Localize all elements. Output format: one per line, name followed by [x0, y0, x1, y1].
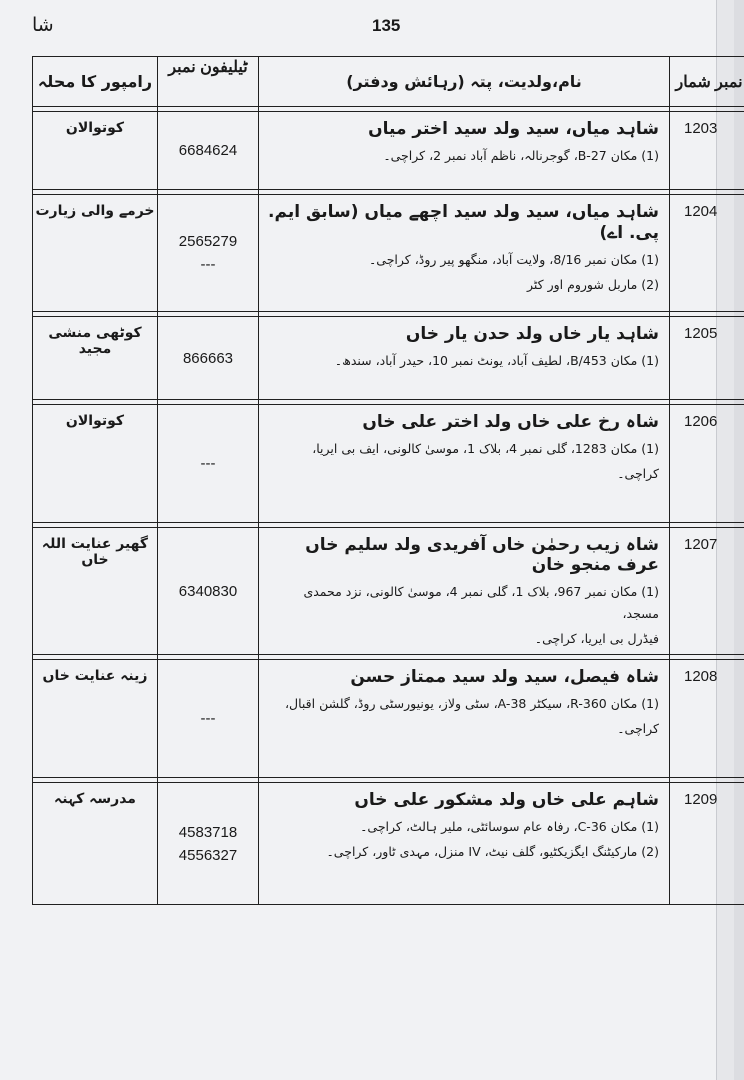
- address-line: فیڈرل بی ایریا، کراچی۔: [534, 631, 659, 646]
- mohalla-cell: کوتوالان: [33, 405, 158, 523]
- table-row: [33, 405, 744, 523]
- entry-name: شاہ فیصل، سید ولد سید ممتاز حسن: [350, 667, 659, 687]
- entry-name: شاہد میاں، سید ولد سید اختر میاں: [368, 119, 659, 139]
- name-address-cell: [259, 660, 670, 778]
- mohalla-cell: گھیر عنایت اللہ خاں: [33, 528, 158, 655]
- address-line: (2) مارکیٹنگ ایگزیکٹیو، گلف نیٹ، IV منزل، مہدی ٹاور، کراچی۔: [326, 844, 659, 859]
- phone-cell: [158, 195, 259, 312]
- name-address-cell: [259, 405, 670, 523]
- mohalla-cell: کوٹھی منشی مجید: [33, 317, 158, 400]
- phone-number: 2565279: [178, 233, 238, 250]
- mohalla-cell: کوتوالان: [33, 112, 158, 190]
- serial-number: 1206: [670, 405, 744, 523]
- phone-cell: [158, 783, 259, 905]
- header-row: [33, 57, 744, 107]
- phone-number: ---: [200, 455, 216, 472]
- corner-mark: شا: [32, 14, 54, 36]
- serial-number: 1204: [670, 195, 744, 312]
- name-address-cell: [259, 112, 670, 190]
- address-line: (1) مکان 1283، گلی نمبر 4، بلاک 1، موسیٰ کالونی، ایف بی ایریا،: [312, 441, 659, 456]
- phone-number: 866663: [182, 349, 234, 367]
- header-serial: نمبر شمار: [670, 57, 744, 107]
- address-line: (1) مکان B-27، گوجرنالہ، ناظم آباد نمبر 2، کراچی۔: [383, 148, 659, 163]
- phone-cell: [158, 660, 259, 778]
- entry-name: شاہ رخ علی خاں ولد اختر علی خاں: [362, 412, 659, 432]
- mohalla-cell: خرمے والی زیارت: [33, 195, 158, 312]
- address-line: (1) مکان نمبر 8/16، ولایت آباد، منگھو پیر روڈ، کراچی۔: [368, 252, 659, 267]
- table-row: [33, 112, 744, 190]
- table-row: [33, 660, 744, 778]
- address-line: (2) ماربل شوروم اور کٹر: [526, 277, 659, 292]
- entry-name: شاہد یار خاں ولد حدن یار خاں: [405, 324, 659, 344]
- address-line: کراچی۔: [617, 466, 659, 481]
- mohalla-cell: زینہ عنایت خاں: [33, 660, 158, 778]
- serial-number: 1205: [670, 317, 744, 400]
- serial-number: 1207: [670, 528, 744, 655]
- phone-cell: [158, 405, 259, 523]
- entry-name: شاہم علی خاں ولد مشکور علی خاں: [354, 790, 659, 810]
- phone-number: 6340830: [178, 582, 238, 600]
- address-line: (1) مکان C-36، رفاہ عام سوسائٹی، ملیر ہالٹ، کراچی۔: [360, 819, 659, 834]
- serial-number: 1209: [670, 783, 744, 905]
- mohalla-cell: مدرسہ کہنہ: [33, 783, 158, 905]
- register-table: [32, 56, 744, 905]
- address-line: کراچی۔: [617, 721, 659, 736]
- table-row: [33, 528, 744, 655]
- phone-number: 4556327: [178, 846, 238, 864]
- entry-name: شاہ زیب رحمٰن خاں آفریدی ولد سلیم خاں عرف منجو خان: [305, 535, 659, 575]
- serial-number: 1203: [670, 112, 744, 190]
- phone-cell: [158, 528, 259, 655]
- page-number: 135: [372, 16, 401, 35]
- table-row: [33, 783, 744, 905]
- entry-name: شاہد میاں، سید ولد سید اچھے میاں (سابق ایم. پی. اے): [268, 202, 659, 243]
- address-line: (1) مکان R-360، سیکٹر A-38، سٹی ولاز، یونیورسٹی روڈ، گلشن اقبال،: [284, 696, 659, 711]
- name-address-cell: [259, 783, 670, 905]
- phone-cell: [158, 112, 259, 190]
- serial-number: 1208: [670, 660, 744, 778]
- phone-number: 6684624: [178, 142, 238, 159]
- table-row: [33, 195, 744, 312]
- phone-number: 4583718: [178, 823, 238, 841]
- name-address-cell: [259, 195, 670, 312]
- address-line: (1) مکان B/453، لطیف آباد، یونٹ نمبر 10، حیدر آباد، سندھ۔: [334, 353, 659, 368]
- phone-number: ---: [200, 710, 216, 727]
- table-row: [33, 317, 744, 400]
- header-name: نام،ولدیت، پتہ (رہائش ودفتر): [259, 57, 670, 107]
- header-phone: ٹیلیفون نمبر: [158, 57, 259, 107]
- name-address-cell: [259, 528, 670, 655]
- name-address-cell: [259, 317, 670, 400]
- header-mohalla: رامپور کا محلہ: [33, 57, 158, 107]
- phone-cell: [158, 317, 259, 400]
- phone-number: ---: [200, 256, 216, 273]
- address-line: (1) مکان نمبر 967، بلاک 1، گلی نمبر 4، موسیٰ کالونی، نزد محمدی مسجد،: [303, 584, 659, 621]
